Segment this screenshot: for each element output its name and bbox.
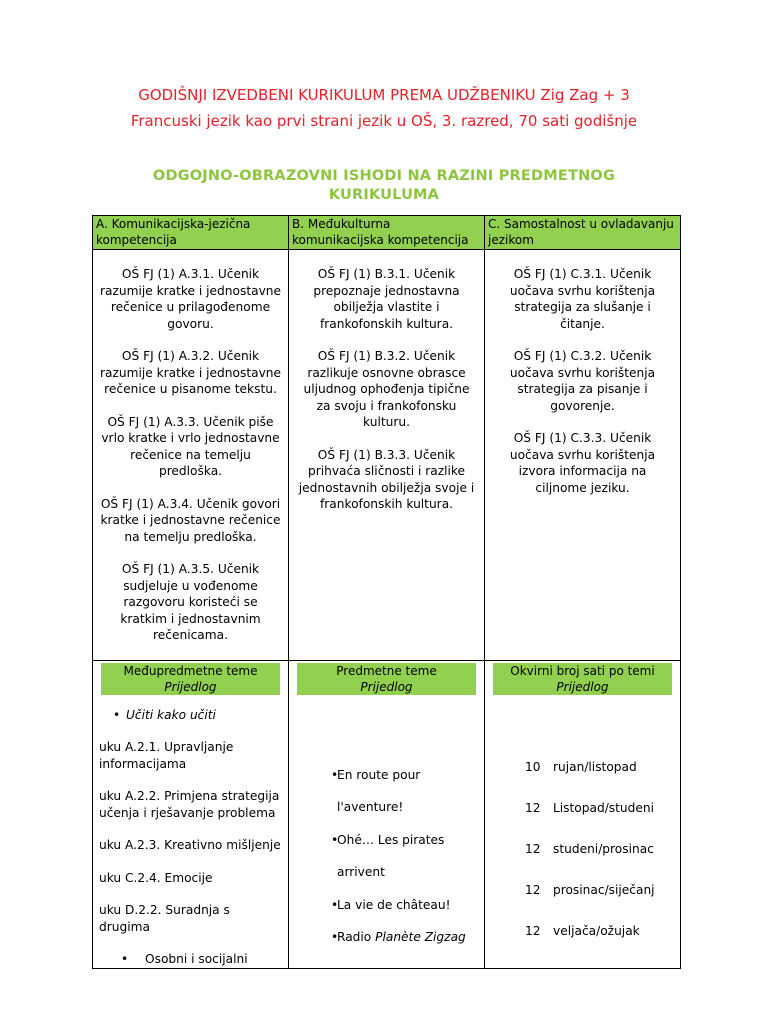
column-b-header: B. Međukulturna komunikacijska kompetencija [289, 216, 484, 249]
subject-topic-4: • Radio Planète Zigzag [317, 921, 476, 954]
outcome-a2: OŠ FJ (1) A.3.2. Učenik razumije kratke i jednostavne rečenice u pisanome tekstu. [99, 349, 282, 396]
outcome-b3: OŠ FJ (1) B.3.3. Učenik prihvaća sličnosti i razlike jednostavnih obilježja svoje i frankofonskih kultura. [298, 447, 475, 511]
subject-topics-subtitle: Prijedlog [360, 679, 413, 694]
document-title-line-2: Francuski jezik kao prvi strani jezik u OŠ, 3. razred, 70 sati godišnje [130, 112, 638, 130]
outcome-c3: OŠ FJ (1) C.3.3. Učenik uočava svrhu korištenja izvora informacija na ciljnome jeziku. [509, 431, 656, 495]
outcomes-cell-b [289, 250, 485, 661]
header-cell-a [93, 216, 289, 250]
hours-cell [485, 660, 681, 968]
cross-curricular-title: Međupredmetne teme [123, 663, 258, 678]
column-a-header: A. Komunikacijska-jezična kompetencija [93, 216, 288, 249]
subject-topic-3: • La vie de château! [317, 889, 476, 922]
hours-header [493, 663, 672, 695]
cross-topic-2: uku A.2.2. Primjena strategija učenja i rješavanje problema [99, 789, 280, 820]
hours-row-4: 12 prosinac/siječanj [525, 882, 655, 897]
hours-subtitle: Prijedlog [556, 679, 609, 694]
hours-title: Okvirni broj sati po temi [510, 663, 655, 678]
hours-row-5: 12 veljača/ožujak [525, 923, 640, 938]
subject-topic-2: • Ohé… Les pirates arrivent [317, 824, 476, 889]
outcomes-cell-a [93, 250, 289, 661]
cross-topic-heading: • Učiti kako učiti [99, 707, 282, 724]
hours-row-3: 12 studeni/prosinac [525, 841, 654, 856]
outcome-b2: OŠ FJ (1) B.3.2. Učenik razlikuje osnovne obrasce uljudnog ophođenja tipične za svoju i frankofonsku kulturu. [303, 349, 470, 429]
subject-topics-header [297, 663, 476, 695]
outcome-a1: OŠ FJ (1) A.3.1. Učenik razumije kratke i jednostavne rečenice u prilagođenome govoru. [99, 267, 282, 331]
section-title: ODGOJNO-OBRAZOVNI ISHODI NA RAZINI PREDMETNOG KURIKULUMA [152, 168, 616, 203]
cross-curricular-cell [93, 660, 289, 968]
cross-topic-3: uku A.2.3. Kreativno mišljenje [99, 838, 281, 852]
outcome-b1: OŠ FJ (1) B.3.1. Učenik prepoznaje jednostavna obilježja vlastite i frankofonskih kultura. [313, 267, 460, 331]
cross-topic-4: uku C.2.4. Emocije [99, 870, 213, 885]
outcome-a5: OŠ FJ (1) A.3.5. Učenik sudjeluje u vođenome razgovoru koristeći se kratkim i jednostavnim rečenicama. [120, 562, 261, 642]
hours-row-2: 12 Listopad/studeni [525, 800, 655, 815]
subject-topics-cell [289, 660, 485, 968]
cross-topic-5: uku D.2.2. Suradnja s drugima [99, 903, 230, 934]
header-cell-c [485, 216, 681, 250]
subject-topic-1: • En route pour l'aventure! [317, 759, 476, 824]
column-c-header: C. Samostalnost u ovladavanju jezikom [485, 216, 680, 249]
subject-topics-title: Predmetne teme [336, 663, 437, 678]
hours-row-1: 10 rujan/listopad [525, 759, 637, 774]
curriculum-table [92, 215, 681, 969]
cross-topic-last: • Osobni i socijalni [99, 951, 282, 968]
outcome-c1: OŠ FJ (1) C.3.1. Učenik uočava svrhu korištenja strategija za slušanje i čitanje. [509, 267, 656, 331]
outcome-a3: OŠ FJ (1) A.3.3. Učenik piše vrlo kratke i vrlo jednostavne rečenice na temelju predloška. [101, 414, 280, 478]
outcome-a4: OŠ FJ (1) A.3.4. Učenik govori kratke i jednostavne rečenice na temelju predloška. [100, 496, 281, 544]
cross-curricular-subtitle: Prijedlog [164, 679, 217, 694]
outcome-c2: OŠ FJ (1) C.3.2. Učenik uočava svrhu korištenja strategija za pisanje i govorenje. [509, 349, 656, 413]
cross-topic-1: uku A.2.1. Upravljanje informacijama [99, 740, 234, 771]
header-cell-b [289, 216, 485, 250]
cross-curricular-header [101, 663, 280, 695]
document-title-line-1: GODIŠNJI IZVEDBENI KURIKULUM PREMA UDŽBENIKU Zig Zag + 3 [138, 86, 630, 104]
outcomes-cell-c [485, 250, 681, 661]
